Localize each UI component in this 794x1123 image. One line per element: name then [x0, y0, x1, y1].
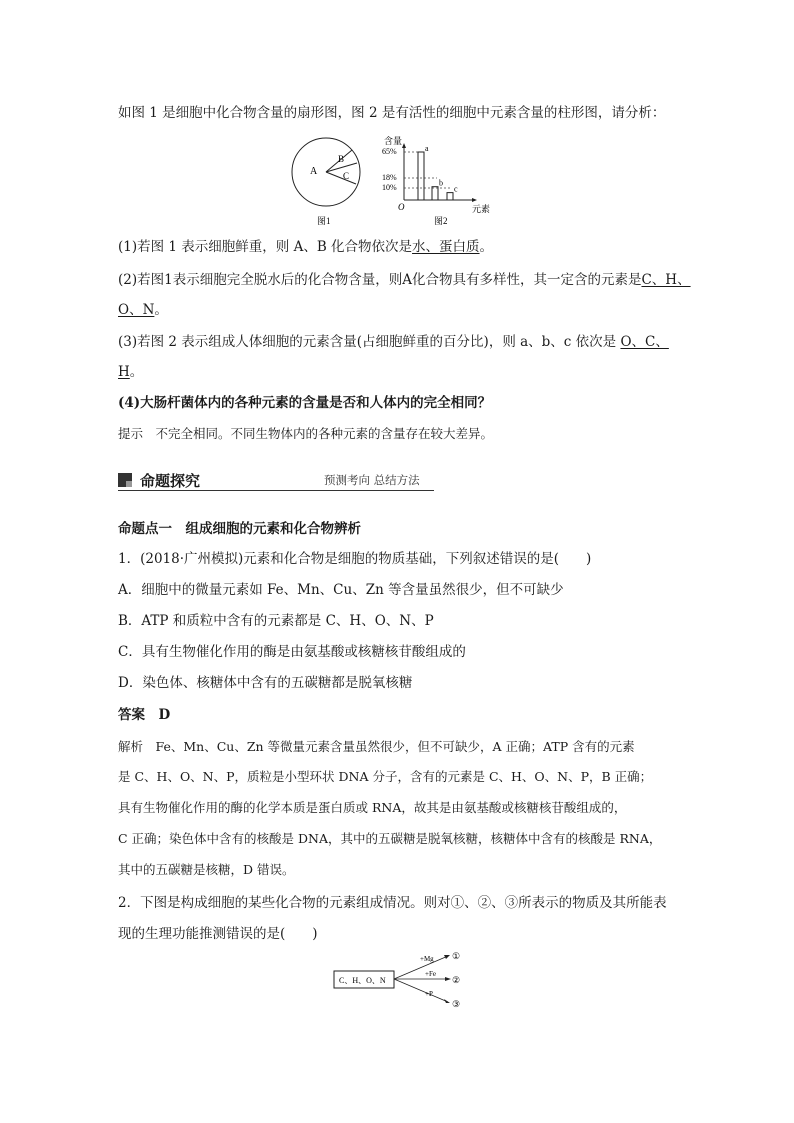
fig2-bar-b: [432, 187, 438, 200]
intro-text: 如图 1 是细胞中化合物含量的扇形图，图 2 是有活性的细胞中元素含量的柱形图，请分析：: [118, 105, 666, 121]
q3-text: (3)若图 2 表示组成人体细胞的元素含量(占细胞鲜重的百分比)，则 a、b、c 依次是: [118, 334, 621, 350]
q1-text: (1)若图 1 表示细胞鲜重，则 A、B 化合物依次是: [118, 239, 413, 255]
fig2-bar-label-c: c: [454, 184, 458, 194]
fig3-arrow-fe-label: +Fe: [425, 970, 436, 978]
item-1-option-c: C．具有生物催化作用的酶是由氨基酸或核糖核苷酸组成的: [118, 644, 466, 660]
q2-end: 。: [154, 302, 168, 318]
fig2-tick-10: 10%: [382, 183, 397, 192]
section-square-icon: [118, 473, 132, 487]
fig2-bar-label-b: b: [439, 178, 443, 188]
question-3-line2: [118, 363, 143, 381]
item-1-option-d: D．染色体、核糖体中含有的五碳糖都是脱氧核糖: [118, 675, 413, 691]
fig1-caption: 图1: [317, 216, 331, 226]
section-subtitle: 预测考向 总结方法: [324, 473, 420, 487]
q2-answer-part1: C、H、: [641, 272, 691, 288]
fig2-tick-18: 18%: [382, 173, 397, 182]
section-rule: [118, 490, 434, 491]
fig1-label-c: C: [343, 171, 350, 181]
fig1-label-b: B: [338, 154, 345, 164]
item-1-analysis-line5: 其中的五碳糖是核糖，D 错误。: [118, 862, 295, 877]
q3-answer-part2: H: [118, 364, 130, 380]
fig2-ylabel: 含量: [384, 136, 403, 146]
q2-answer-part2: O、N: [118, 302, 155, 318]
q1-answer: 水、蛋白质: [412, 239, 480, 255]
fig3-target-2: ②: [452, 975, 461, 985]
q3-answer-part1: O、C、: [620, 334, 669, 350]
item-1-analysis-line2: 是 C、H、O、N、P，质粒是小型环状 DNA 分子，含有的元素是 C、H、O、N、P，B 正确；: [118, 769, 653, 784]
question-4: (4)大肠杆菌体内的各种元素的含量是否和人体内的完全相同？: [118, 395, 492, 411]
item-1-analysis-line1: 解析 Fe、Mn、Cu、Zn 等微量元素含量虽然很少，但不可缺少，A 正确；ATP 含有的元素: [118, 739, 635, 754]
q2-text: (2)若图1表示细胞完全脱水后的化合物含量，则A化合物具有多样性，其一定含的元素是: [118, 272, 642, 288]
fig3-box-label: C、H、O、N: [339, 976, 386, 985]
item-1-answer: 答案 D: [118, 707, 171, 723]
question-2-line1: [118, 271, 691, 289]
figure-2-bar-chart: [362, 130, 502, 230]
fig2-caption: 图2: [434, 216, 448, 226]
fig2-bar-a: [418, 152, 424, 200]
fig3-arrow-p-label: +P: [425, 990, 433, 998]
fig2-bar-c: [447, 193, 453, 200]
fig3-target-3: ③: [452, 999, 461, 1009]
figure-1-pie: [290, 130, 370, 230]
item-1-analysis-line3: 具有生物催化作用的酶的化学本质是蛋白质或 RNA，故其是由氨基酸或核糖核苷酸组成的，: [118, 800, 627, 815]
hint-text: 提示 不完全相同。不同生物体内的各种元素的含量存在较大差异。: [118, 426, 494, 441]
item-1-analysis-line4: C 正确；染色体中含有的核酸是 DNA，其中的五碳糖是脱氧核糖，核糖体中含有的核酸是 RNA，: [118, 831, 662, 846]
question-3-line1: [118, 333, 669, 351]
point-1-heading: 命题点一 组成细胞的元素和化合物辨析: [118, 521, 361, 537]
fig3-arrow-mg-label: +Mg: [420, 955, 434, 963]
fig2-bar-label-a: a: [425, 144, 429, 153]
item-1-option-b: B．ATP 和质粒中含有的元素都是 C、H、O、N、P: [118, 613, 434, 629]
figure-3-element-diagram: [328, 945, 478, 1015]
q3-end: 。: [129, 364, 144, 380]
section-title: 命题探究: [140, 472, 201, 490]
fig2-tick-65: 65%: [382, 147, 397, 156]
question-2-line2: [118, 301, 168, 319]
section-header: [118, 470, 434, 492]
fig1-label-a: A: [310, 166, 318, 177]
item-2-stem-line1: 2．下图是构成细胞的某些化合物的元素组成情况。则对①、②、③所表示的物质及其所能表: [118, 895, 667, 911]
question-1: [118, 238, 493, 256]
item-1-option-a: A．细胞中的微量元素如 Fe、Mn、Cu、Zn 等含量虽然很少，但不可缺少: [118, 582, 564, 598]
fig3-target-1: ①: [452, 951, 461, 961]
q1-end: 。: [479, 239, 494, 255]
item-1-stem: 1．(2018·广州模拟)元素和化合物是细胞的物质基础，下列叙述错误的是( ): [118, 551, 592, 567]
item-2-stem-line2: 现的生理功能推测错误的是( ): [118, 926, 318, 942]
fig2-xlabel: 元素: [472, 204, 491, 214]
fig2-origin: O: [398, 202, 405, 212]
